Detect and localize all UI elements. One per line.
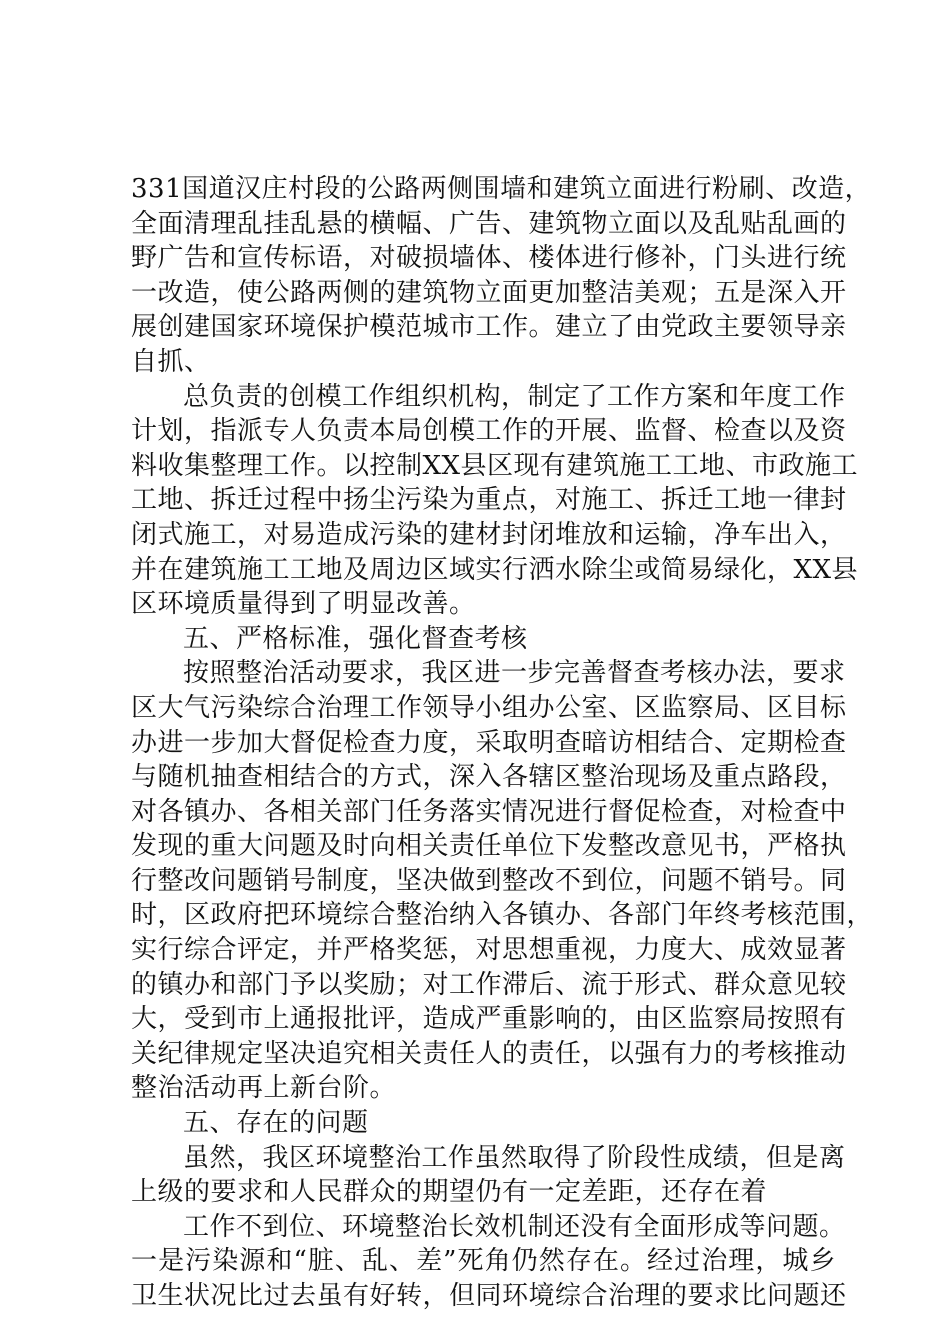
- text-line: 全面清理乱挂乱悬的横幅、广告、建筑物立面以及乱贴乱画的: [131, 208, 847, 239]
- text-line: 并在建筑施工工地及周边区域实行洒水除尘或简易绿化，XX县: [131, 554, 859, 585]
- text-line: 大，受到市上通报批评，造成严重影响的，由区监察局按照有: [131, 1004, 847, 1035]
- text-line: 上级的要求和人民群众的期望仍有一定差距，还存在着: [131, 1177, 768, 1208]
- text-line: 工地、拆迁过程中扬尘污染为重点，对施工、拆迁工地一律封: [131, 485, 847, 516]
- text-line: 卫生状况比过去虽有好转，但同环境综合治理的要求比问题还: [131, 1281, 847, 1311]
- text-line: 整治活动再上新台阶。: [131, 1073, 397, 1104]
- text-line: 对各镇办、各相关部门任务落实情况进行督促检查，对检查中: [131, 796, 847, 827]
- text-line: 的镇办和部门予以奖励；对工作滞后、流于形式、群众意见较: [131, 969, 847, 1000]
- text-line: 实行综合评定，并严格奖惩，对思想重视，力度大、成效显著: [131, 935, 847, 966]
- text-line: 办进一步加大督促检查力度，采取明查暗访相结合、定期检查: [131, 727, 847, 758]
- text-line: 自抓、: [131, 346, 211, 377]
- text-line: 按照整治活动要求，我区进一步完善督查考核办法，要求: [183, 658, 846, 689]
- text-line: 331国道汉庄村段的公路两侧围墙和建筑立面进行粉刷、改造，: [131, 174, 872, 204]
- text-line: 行整改问题销号制度，坚决做到整改不到位，问题不销号。同: [131, 865, 847, 896]
- document-body: [131, 172, 874, 1314]
- text-line: 发现的重大问题及时向相关责任单位下发整改意见书，严格执: [131, 831, 847, 862]
- text-line: 区环境质量得到了明显改善。: [131, 589, 476, 620]
- text-line: 与随机抽查相结合的方式，深入各辖区整治现场及重点路段，: [131, 762, 847, 793]
- text-line: 五、存在的问题: [183, 1108, 369, 1139]
- text-line: 五、严格标准，强化督查考核: [183, 623, 528, 654]
- text-line: 料收集整理工作。以控制XX县区现有建筑施工工地、市政施工: [131, 450, 859, 481]
- text-line: 关纪律规定坚决追究相关责任人的责任，以强有力的考核推动: [131, 1038, 847, 1069]
- text-line: 一改造，使公路两侧的建筑物立面更加整洁美观；五是深入开: [131, 277, 847, 308]
- text-line: 一是污染源和“脏、乱、差”死角仍然存在。经过治理，城乡: [131, 1246, 836, 1277]
- text-line: 工作不到位、环境整治长效机制还没有全面形成等问题。: [183, 1211, 846, 1242]
- text-line: 野广告和宣传标语，对破损墙体、楼体进行修补，门头进行统: [131, 243, 847, 274]
- text-line: 闭式施工，对易造成污染的建材封闭堆放和运输，净车出入，: [131, 519, 847, 550]
- text-line: 区大气污染综合治理工作领导小组办公室、区监察局、区目标: [131, 692, 847, 723]
- text-line: 时，区政府把环境综合整治纳入各镇办、各部门年终考核范围，: [131, 900, 874, 931]
- text-line: 展创建国家环境保护模范城市工作。建立了由党政主要领导亲: [131, 312, 847, 343]
- text-line: 总负责的创模工作组织机构，制定了工作方案和年度工作: [183, 381, 846, 412]
- text-line: 计划，指派专人负责本局创模工作的开展、监督、检查以及资: [131, 416, 847, 447]
- text-line: 虽然，我区环境整治工作虽然取得了阶段性成绩，但是离: [183, 1142, 846, 1173]
